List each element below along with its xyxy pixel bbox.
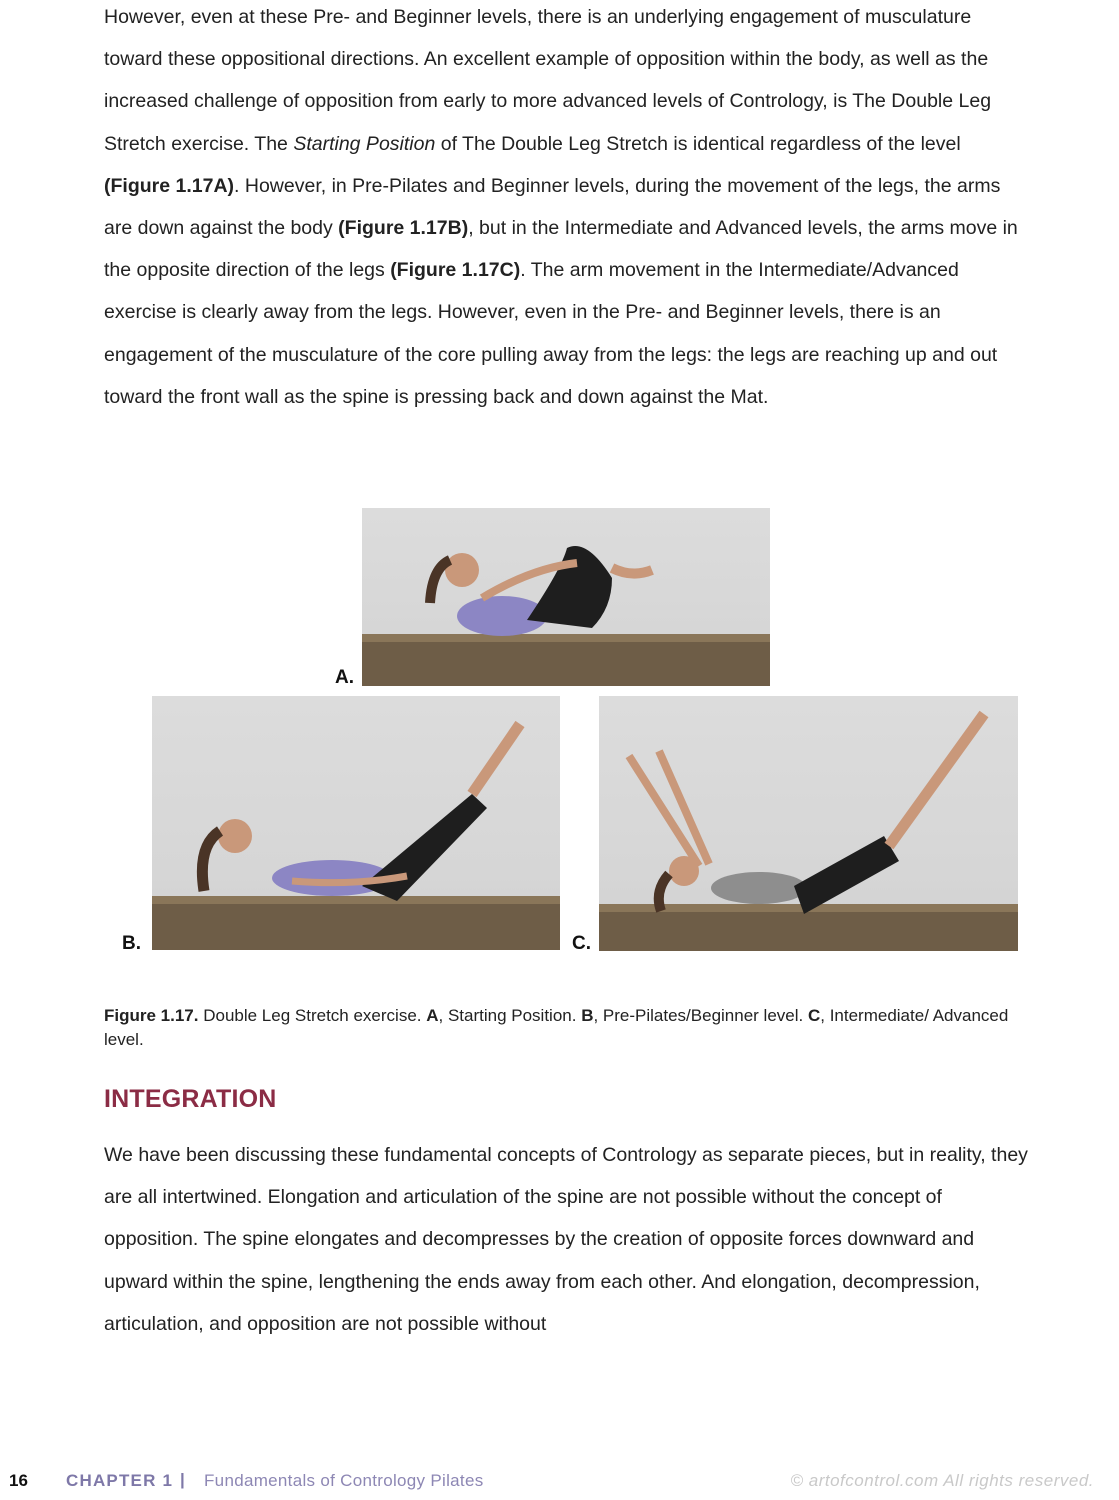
text-run: . However, in Pre-Pilates and Beginner levels, during the movement of the legs, the arms are down against the body [104, 174, 1001, 240]
footer-separator: | [180, 1470, 185, 1489]
legs-extended [362, 794, 487, 901]
footer-chapter-label: CHAPTER 1 [66, 1471, 174, 1490]
head [445, 553, 479, 587]
figure-ref-c: (Figure 1.17C) [390, 259, 521, 282]
photo-illustration-b [152, 696, 560, 950]
section-heading-integration: INTEGRATION [104, 1085, 277, 1113]
italic-term-starting-position: Starting Position [293, 132, 436, 155]
text-run: of The Double Leg Stretch is identical regardless of the level [435, 132, 961, 155]
text-run: , Starting Position. [438, 1006, 582, 1025]
figure-caption [104, 1004, 1024, 1052]
figure-photo-c-advanced-level [599, 696, 1018, 951]
figure-letter-a: A. [335, 667, 354, 688]
text-run: . The arm movement in the Intermediate/Advanced exercise is clearly away from the legs. However, even in the Pre- and Beginner levels, there is an engagement of the musculature of the core pulling away from the legs: the legs are reaching up and out toward the front wall as the spine is pressing back and down against the Mat. [104, 259, 998, 408]
caption-key-b: B [581, 1006, 594, 1025]
figure-ref-a: (Figure 1.17A) [104, 174, 235, 197]
lower-legs [472, 724, 520, 794]
lower-legs [889, 714, 984, 846]
mat-edge [152, 896, 560, 904]
caption-key-c: C [807, 1006, 821, 1025]
footer-copyright: © artofcontrol.com All rights reserved. [790, 1471, 1094, 1490]
figure-ref-b: (Figure 1.17B) [338, 217, 469, 240]
figure-photo-b-beginner-level [152, 696, 560, 950]
body-paragraph-opposition [104, 0, 1029, 418]
feet [612, 568, 652, 574]
shorts-legs [794, 836, 899, 914]
head [218, 819, 252, 853]
mat-surface [152, 896, 560, 950]
legs-tucked [527, 546, 612, 628]
hair [202, 831, 220, 891]
text-run: Double Leg Stretch exercise. [198, 1006, 427, 1025]
figure-photo-a-starting-position [362, 508, 770, 686]
hair [430, 560, 450, 603]
text-run: , Intermediate/ Advanced level. [104, 1006, 1009, 1049]
footer-chapter-title: Fundamentals of Contrology Pilates [204, 1471, 484, 1490]
arms-overhead [629, 751, 709, 866]
page-footer [0, 1470, 1119, 1496]
figure-letter-c: C. [572, 933, 591, 954]
mat-edge [362, 634, 770, 642]
body-paragraph-integration: We have been discussing these fundamental concepts of Contrology as separate pieces, but in reality, they are all intertwined. Elongation and articulation of the spine are not possible without the concept of opposition. The spine elongates and decompresses by the creation of opposite forces downward and upward within the spine, lengthening the ends away from each other. And elongation, decompression, articulation, and opposition are not possible without [104, 1144, 1028, 1335]
torso [711, 872, 807, 904]
caption-key-a: A [426, 1006, 439, 1025]
text-run: , Pre-Pilates/Beginner level. [593, 1006, 808, 1025]
text-run: , but in the Intermediate and Advanced levels, the arms move in the opposite direction of the legs [104, 217, 1018, 282]
page-number: 16 [9, 1471, 28, 1490]
text-run: However, even at these Pre- and Beginner levels, there is an underlying engagement of musculature toward these oppositional directions. An excellent example of opposition within the body, as well as the increased challenge of opposition from early to more advanced levels of Contrology, is The Double Leg Stretch exercise. The [104, 6, 992, 155]
caption-label: Figure 1.17. [104, 1006, 199, 1025]
figure-letter-b: B. [122, 933, 141, 954]
photo-illustration-a [362, 508, 770, 686]
photo-illustration-c [599, 696, 1018, 951]
